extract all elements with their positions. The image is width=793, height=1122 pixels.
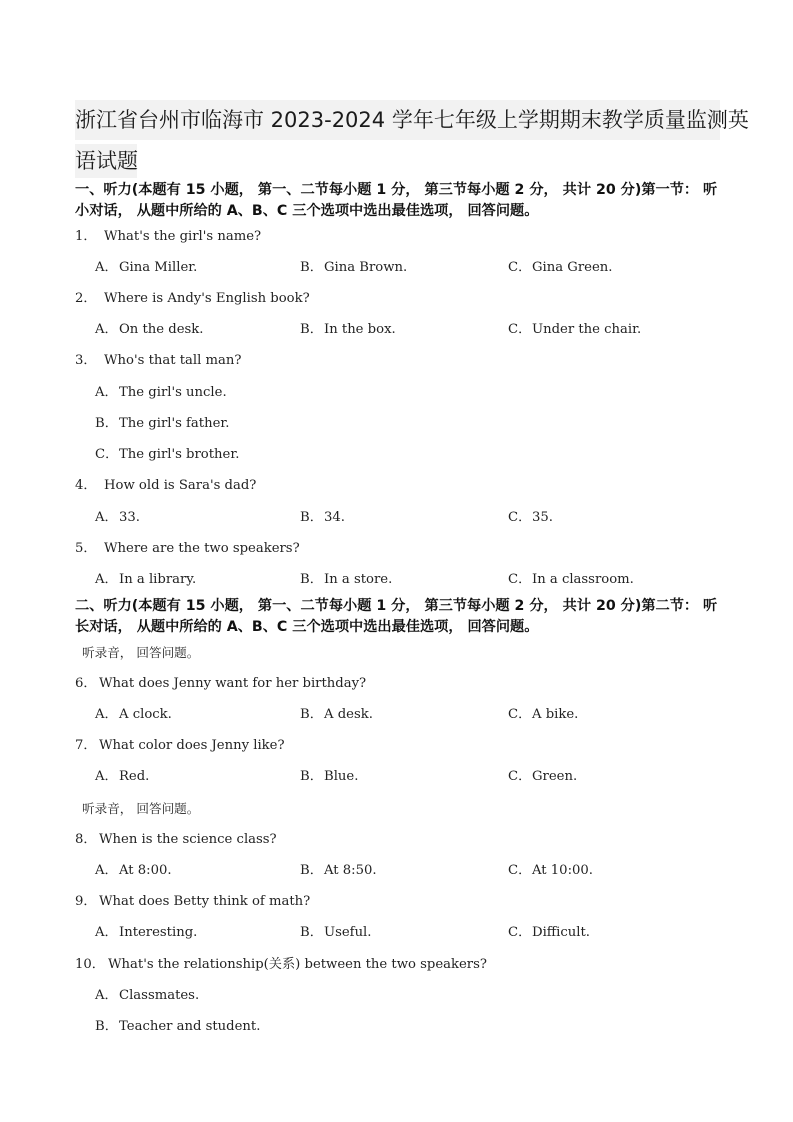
option-c: C．A bike. bbox=[508, 707, 579, 722]
option-c: C．Under the chair. bbox=[508, 322, 642, 337]
question-9 bbox=[75, 893, 310, 911]
option-a: A．Red. bbox=[95, 769, 150, 784]
question-number: 10． bbox=[75, 957, 105, 972]
option-a: A．Interesting. bbox=[95, 925, 198, 940]
question-6 bbox=[75, 675, 366, 693]
question-text: Where is Andy's English book? bbox=[104, 291, 310, 306]
option-b: B．In the box. bbox=[300, 322, 396, 337]
option-b: B．34. bbox=[300, 510, 345, 525]
option-a: A．A clock. bbox=[95, 707, 172, 722]
question-number: 9． bbox=[75, 894, 97, 909]
document-title-line-1: 浙江省台州市临海市 2023-2024 学年七年级上学期期末教学质量监测英 bbox=[75, 100, 720, 140]
question-number: 7． bbox=[75, 738, 97, 753]
question-number: 4． bbox=[75, 478, 97, 493]
option-a: A．In a library. bbox=[95, 572, 197, 587]
option-b: B．Blue. bbox=[300, 769, 359, 784]
question-5 bbox=[75, 540, 300, 558]
question-text: Who's that tall man? bbox=[104, 353, 242, 368]
option-b: B．Useful. bbox=[300, 925, 372, 940]
option-b: B．Gina Brown. bbox=[300, 260, 408, 275]
option-c: C．At 10:00. bbox=[508, 863, 593, 878]
question-number: 1． bbox=[75, 229, 97, 244]
question-number: 3． bbox=[75, 353, 97, 368]
question-2 bbox=[75, 290, 310, 308]
option-c: C．Gina Green. bbox=[508, 260, 613, 275]
option-c: C．Green. bbox=[508, 769, 578, 784]
option-a: A．33. bbox=[95, 510, 140, 525]
section-1-heading: 一、听力(本题有 15 小题， 第一、二节每小题 1 分， 第三节每小题 2 分， 共计 20 分)第一节： 听小对话， 从题中所给的 A、B、C 三个选项中选出最佳选项， 回答问题。 bbox=[75, 182, 718, 219]
question-text: How old is Sara's dad? bbox=[104, 478, 257, 493]
question-number: 6． bbox=[75, 676, 97, 691]
option-b: B．The girl's father. bbox=[95, 416, 230, 431]
question-text: What's the girl's name? bbox=[104, 229, 262, 244]
question-7 bbox=[75, 737, 285, 755]
question-3 bbox=[75, 352, 241, 370]
option-b: B．In a store. bbox=[300, 572, 393, 587]
option-a: A．At 8:00. bbox=[95, 863, 172, 878]
option-a: A．On the desk. bbox=[95, 322, 204, 337]
section-2-heading: 二、听力(本题有 15 小题， 第一、二节每小题 1 分， 第三节每小题 2 分， 共计 20 分)第二节： 听长对话， 从题中所给的 A、B、C 三个选项中选出最佳选项， 回答问题。 bbox=[75, 598, 718, 635]
question-text: What's the relationship(关系) between the two speakers? bbox=[108, 957, 487, 972]
option-a: A．Classmates. bbox=[95, 988, 200, 1003]
option-c: C．In a classroom. bbox=[508, 572, 634, 587]
question-text: What does Betty think of math? bbox=[99, 894, 311, 909]
question-1 bbox=[75, 228, 261, 246]
question-4 bbox=[75, 477, 256, 495]
question-number: 2． bbox=[75, 291, 97, 306]
question-10 bbox=[75, 956, 487, 974]
option-c: C．Difficult. bbox=[508, 925, 590, 940]
document-title-line-2: 语试题 bbox=[75, 144, 137, 178]
option-c: C．35. bbox=[508, 510, 553, 525]
option-c: C．The girl's brother. bbox=[95, 447, 240, 462]
option-b: B．A desk. bbox=[300, 707, 373, 722]
question-text: When is the science class? bbox=[99, 832, 277, 847]
option-b: B．Teacher and student. bbox=[95, 1019, 261, 1034]
option-a: A．Gina Miller. bbox=[95, 260, 198, 275]
question-number: 8． bbox=[75, 832, 97, 847]
question-8 bbox=[75, 831, 277, 849]
question-text: What color does Jenny like? bbox=[99, 738, 285, 753]
question-number: 5． bbox=[75, 541, 97, 556]
option-a: A．The girl's uncle. bbox=[95, 385, 227, 400]
question-text: What does Jenny want for her birthday? bbox=[99, 676, 367, 691]
instruction-listen-1: 听录音， 回答问题。 bbox=[82, 645, 200, 660]
instruction-listen-2: 听录音， 回答问题。 bbox=[82, 801, 200, 816]
question-text: Where are the two speakers? bbox=[104, 541, 300, 556]
option-b: B．At 8:50. bbox=[300, 863, 377, 878]
